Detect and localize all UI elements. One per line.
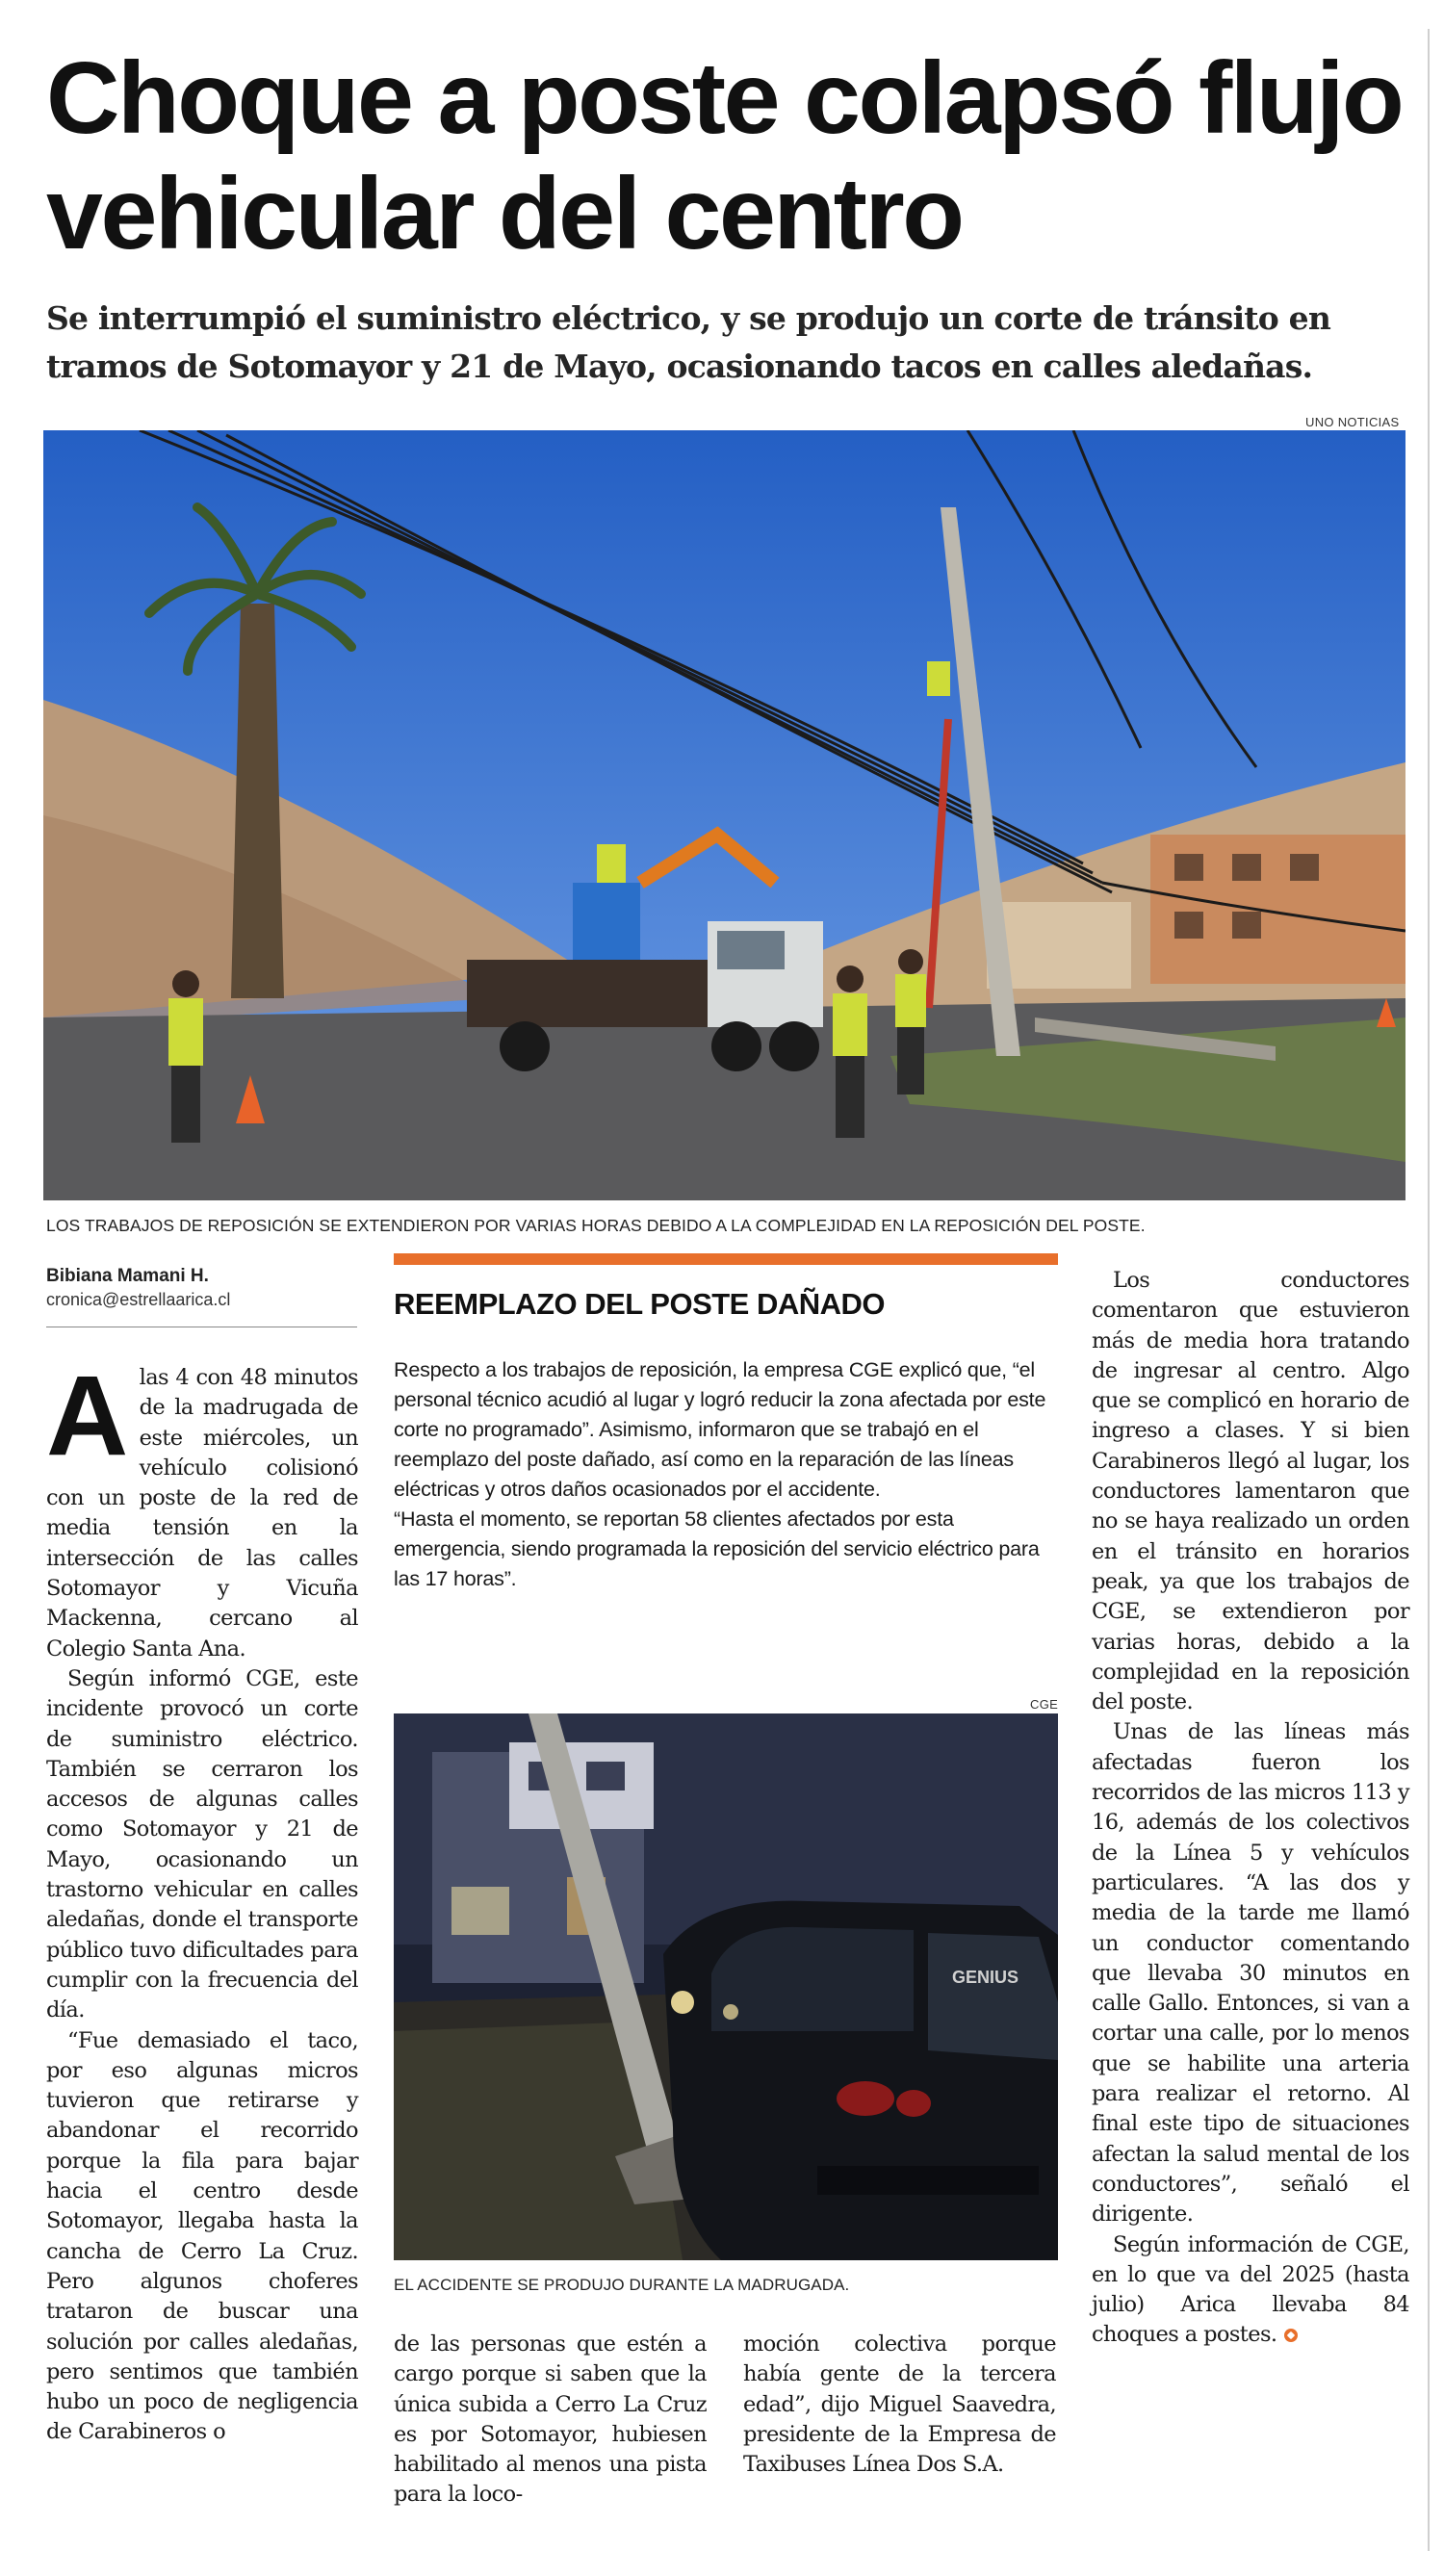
lead-paragraph: [46, 1352, 358, 1664]
headline: Choque a poste colapsó flujo vehicular del centro: [46, 41, 1403, 270]
body-paragraph: Unas de las líneas más afectadas fueron los recorridos de las micros 113 y 16, además de los colectivos de la Línea 5 y vehículos particulares. “A las dos y media de la tarde me llamó un conductor comentando que llevaba 30 minutos en calle Gallo. Entonces, si van a cortar una calle, por lo menos que se habilite una arteria para realizar el retorno. Al final este tipo de situaciones afectan la salud mental de los conductores”, señaló el dirigente.: [1092, 1719, 1409, 2228]
body-paragraph: de las personas que estén a cargo porque si saben que la única subida a Cerro La Cruz es por Sotomayor, hubiesen habilitado al menos una pista para la loco-: [394, 2331, 707, 2508]
closing-paragraph-text: Según información de CGE, en lo que va del 2025 (hasta julio) Arica llevaba 84 choques a postes.: [1092, 2231, 1409, 2348]
accident-photo: [394, 1713, 1058, 2260]
sidebar-title: REEMPLAZO DEL POSTE DAÑADO: [394, 1287, 886, 1321]
accident-photo-illustration: [394, 1713, 1058, 2260]
main-photo-credit: UNO NOTICIAS: [1305, 415, 1400, 429]
dropcap: A: [46, 1352, 128, 1480]
byline-name: Bibiana Mamani H.: [46, 1266, 209, 1286]
main-photo-caption: LOS TRABAJOS DE REPOSICIÓN SE EXTENDIERON POR VARIAS HORAS DEBIDO A LA COMPLEJIDAD EN LA REPOSICIÓN DEL POSTE.: [46, 1216, 1146, 1235]
closing-paragraph: [1092, 2230, 1409, 2351]
subheadline: Se interrumpió el suministro eléctrico, y se produjo un corte de tránsito en tramos de Sotomayor y 21 de Mayo, ocasionando tacos en calles aledañas.: [46, 299, 1331, 385]
second-photo-credit: CGE: [1030, 1697, 1059, 1712]
car-logo-text: GENIUS: [952, 1968, 1019, 1987]
article-column-2: [394, 2330, 707, 2511]
article-column-3: [743, 2330, 1056, 2480]
sidebar-paragraph: “Hasta el momento, se reportan 58 clientes afectados por esta emergencia, siendo programada la reposición del servicio eléctrico para las 17 horas”.: [394, 1507, 1040, 1590]
body-paragraph: Los conductores comentaron que estuvieron más de media hora tratando de ingresar al centro. Algo que se complicó en horario de ingreso a clases. Y si bien Carabineros llegó al lugar, los conductores lamentaron que no se haya realizado un orden en el tránsito en horarios peak, ya que los trabajos de CGE, se extendieron por varias horas, debido a la complejidad en la reposición del poste.: [1092, 1268, 1409, 1715]
body-paragraph: “Fue demasiado el taco, por eso algunas micros tuvieron que retirarse y abandonar el recorrido porque la fila para bajar hacia el centro desde Sotomayor, llegaba hasta la cancha de Cerro La Cruz. Pero algunos choferes trataron de buscar una solución por calles aledañas, pero sentimos que también hubo un poco de negligencia de Carabineros o: [46, 2027, 358, 2445]
end-of-article-icon: [1284, 2329, 1298, 2342]
accident-photo-caption: EL ACCIDENTE SE PRODUJO DURANTE LA MADRUGADA.: [394, 2276, 850, 2294]
body-paragraph: Según informó CGE, este incidente provocó un corte de suministro eléctrico. También se cerraron los accesos de algunas calles como Sotomayor y 21 de Mayo, ocasionando un trastorno vehicular en calles aledañas, donde el transporte público tuvo dificultades para cumplir con la frecuencia del día.: [46, 1665, 358, 2023]
sidebar-body: [394, 1355, 1058, 1594]
byline-email: cronica@estrellaarica.cl: [46, 1290, 231, 1309]
body-paragraph: moción colectiva porque había gente de la tercera edad”, dijo Miguel Saavedra, presidente de la Empresa de Taxibuses Línea Dos S.A.: [743, 2331, 1056, 2478]
byline: [46, 1266, 354, 1310]
sidebar-paragraph: Respecto a los trabajos de reposición, la empresa CGE explicó que, “el personal técnico acudió al lugar y logró reducir la zona afectada por este corte no programado”. Asimismo, informaron que se trabajó en el reemplazo del poste dañado, así como en la reparación de las líneas eléctricas y otros daños ocasionados por el accidente.: [394, 1358, 1046, 1501]
sidebar-accent-bar: [394, 1253, 1058, 1265]
article-column-4: [1092, 1266, 1409, 2351]
article-column-1: [46, 1352, 358, 2448]
lead-paragraph-text: las 4 con 48 minutos de la madrugada de este miércoles, un vehículo colisionó con un poste de la red de media tensión en la intersección de las calles Sotomayor y Vicuña Mackenna, cercano al Colegio Santa Ana.: [46, 1365, 358, 1662]
main-photo-illustration: [43, 430, 1405, 1200]
main-photo: [43, 430, 1405, 1200]
page-edge-rule: [1428, 29, 1430, 2551]
